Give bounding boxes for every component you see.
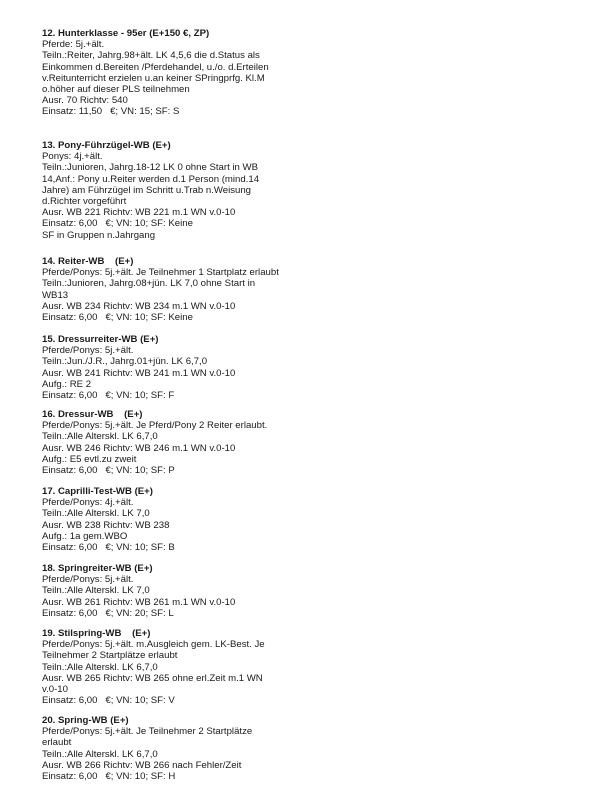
entry-line: Ausr. WB 221 Richtv: WB 221 m.1 WN v.0-10 — [42, 207, 236, 219]
entry-line: Jahre) am Führzügel im Schritt u.Trab n.Weisung — [42, 184, 252, 196]
competition-entry-20 — [42, 715, 252, 782]
entry-line: Ausr. WB 241 Richtv: WB 241 m.1 WN v.0-10 — [42, 367, 236, 379]
competition-entry-12 — [42, 28, 269, 118]
entry-line: Ausr. WB 246 Richtv: WB 246 m.1 WN v.0-10 — [42, 442, 236, 454]
entry-line: SF in Gruppen n.Jahrgang — [42, 229, 156, 241]
entry-title: 14. Reiter-WB (E+) — [42, 256, 134, 267]
entry-line: Teilnehmer 2 Startplätze erlaubt — [42, 650, 178, 662]
entry-line: o.höher auf dieser PLS teilnehmen — [42, 84, 190, 96]
competition-entry-18 — [42, 563, 235, 619]
entry-title: 13. Pony-Führzügel-WB (E+) — [42, 140, 171, 151]
entry-line: Teiln.:Reiter, Jahrg.98+ält. LK 4,5,6 die d.Status als — [42, 50, 260, 62]
entry-line: Teiln.:Alle Alterskl. LK 7,0 — [42, 585, 150, 597]
entry-line: Teiln.:Junioren, Jahrg.08+jün. LK 7,0 ohne Start in — [42, 278, 256, 290]
entry-line: Ausr. WB 234 Richtv: WB 234 m.1 WN v.0-10 — [42, 300, 236, 312]
entry-line: Einsatz: 6,00 €; VN: 10; SF: B — [42, 542, 175, 554]
entry-title: 12. Hunterklasse - 95er (E+150 €, ZP) — [42, 28, 210, 39]
entry-title: 15. Dressurreiter-WB (E+) — [42, 334, 159, 345]
entry-line: Ausr. 70 Richtv: 540 — [42, 95, 128, 107]
entry-title: 20. Spring-WB (E+) — [42, 715, 129, 726]
competition-entry-15 — [42, 334, 235, 401]
entry-line: Ponys: 4j.+ält. — [42, 151, 103, 163]
entry-line: Aufg.: E5 evtl.zu zweit — [42, 453, 137, 465]
entry-line: Einsatz: 6,00 €; VN: 10; SF: Keine — [42, 312, 193, 324]
entry-line: v.Reitunterricht erzielen u.an keiner SPringprfg. Kl.M — [42, 72, 265, 84]
entry-line: Teiln.:Junioren, Jahrg.18-12 LK 0 ohne Start in WB — [42, 162, 258, 174]
entry-line: Einsatz: 6,00 €; VN: 10; SF: P — [42, 465, 175, 477]
entry-line: Teiln.:Alle Alterskl. LK 6,7,0 — [42, 431, 158, 443]
entry-line: 14,Anf.: Pony u.Reiter werden d.1 Person (mind.14 — [42, 173, 260, 185]
entry-line: Teiln.:Jun./J.R., Jahrg.01+jün. LK 6,7,0 — [42, 356, 208, 368]
entry-title: 17. Caprilli-Test-WB (E+) — [42, 486, 153, 497]
entry-line: Pferde/Ponys: 4j.+ält. — [42, 497, 134, 509]
entry-line: Pferde/Ponys: 5j.+ält. — [42, 345, 134, 357]
entry-line: WB13 — [42, 289, 69, 301]
entry-line: Ausr. WB 266 Richtv: WB 266 nach Fehler/Zeit — [42, 759, 242, 771]
competition-entry-19 — [42, 628, 265, 706]
entry-line: Pferde: 5j.+ält. — [42, 39, 105, 51]
entry-line: Pferde/Ponys: 5j.+ält. m.Ausgleich gem. LK-Best. Je — [42, 639, 265, 651]
entry-line: Pferde/Ponys: 5j.+ält. Je Teilnehmer 1 Startplatz erlaubt — [42, 267, 279, 279]
entry-line: Pferde/Ponys: 5j.+ält. Je Teilnehmer 2 Startplätze — [42, 726, 253, 738]
entry-line: Einsatz: 6,00 €; VN: 20; SF: L — [42, 607, 174, 619]
entry-line: Aufg.: 1a gem.WBO — [42, 530, 128, 542]
entry-line: v.0-10 — [42, 684, 68, 696]
entry-line: Teiln.:Alle Alterskl. LK 7,0 — [42, 508, 150, 520]
competition-entry-14 — [42, 256, 279, 323]
entry-title: 19. Stilspring-WB (E+) — [42, 628, 151, 639]
entry-line: Einkommen d.Bereiten /Pferdehandel, u./o. d.Erteilen — [42, 61, 269, 73]
entry-line: Teiln.:Alle Alterskl. LK 6,7,0 — [42, 748, 158, 760]
entry-title: 18. Springreiter-WB (E+) — [42, 563, 153, 574]
competition-entry-17 — [42, 486, 175, 553]
entry-line: Einsatz: 6,00 €; VN: 10; SF: V — [42, 695, 175, 707]
entry-line: Einsatz: 11,50 €; VN: 15; SF: S — [42, 106, 180, 118]
entry-line: Einsatz: 6,00 €; VN: 10; SF: Keine — [42, 218, 193, 230]
entry-line: erlaubt — [42, 737, 72, 749]
entry-line: Teiln.:Alle Alterskl. LK 6,7,0 — [42, 661, 158, 673]
entry-title: 16. Dressur-WB (E+) — [42, 409, 143, 420]
entry-line: Aufg.: RE 2 — [42, 378, 92, 390]
entry-line: Pferde/Ponys: 5j.+ält. — [42, 574, 134, 586]
entry-line: Einsatz: 6,00 €; VN: 10; SF: F — [42, 390, 175, 402]
entry-line: Pferde/Ponys: 5j.+ält. Je Pferd/Pony 2 Reiter erlaubt. — [42, 420, 268, 432]
competition-entry-16 — [42, 409, 267, 476]
entry-line: Einsatz: 6,00 €; VN: 10; SF: H — [42, 771, 176, 783]
competition-entry-13 — [42, 140, 259, 241]
entry-line: Ausr. WB 261 Richtv: WB 261 m.1 WN v.0-10 — [42, 596, 236, 608]
entry-line: d.Richter vorgeführt — [42, 196, 127, 208]
entry-line: Ausr. WB 265 Richtv: WB 265 ohne erl.Zeit m.1 WN — [42, 672, 263, 684]
entry-line: Ausr. WB 238 Richtv: WB 238 — [42, 519, 170, 531]
